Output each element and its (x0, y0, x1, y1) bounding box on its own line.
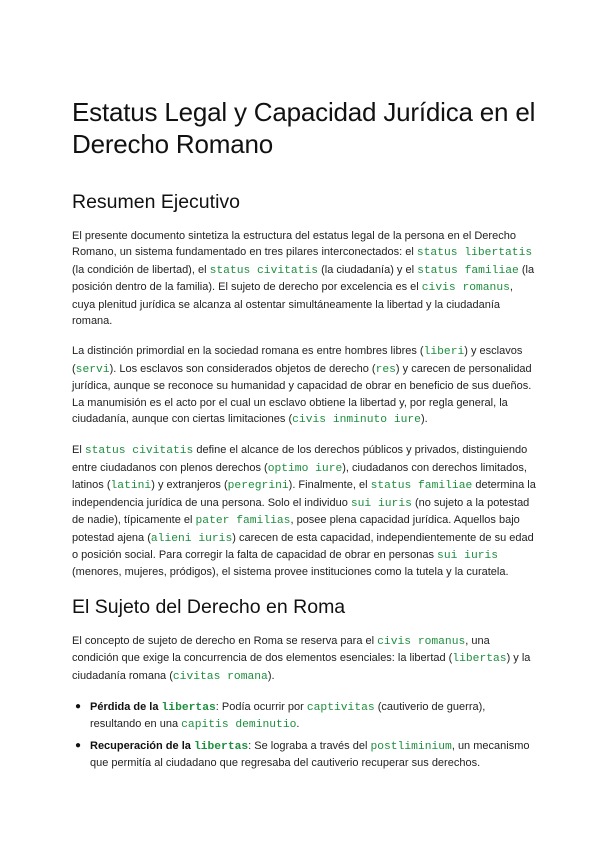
text-run: ) y esclavos ( (72, 345, 523, 375)
text-run: El (72, 444, 85, 457)
inline-code: servi (75, 363, 110, 376)
inline-code: libertas (161, 701, 216, 714)
inline-code: status libertatis (416, 247, 533, 260)
text-run: . (296, 718, 300, 731)
inline-code: status civitatis (209, 264, 319, 277)
section-sujeto-del-derecho (72, 595, 538, 772)
text-run: (la posición dentro de la familia). El sujeto de derecho por excelencia es el (72, 263, 535, 294)
paragraph (72, 633, 538, 685)
inline-code: civitas romana (172, 670, 268, 683)
document-title: Estatus Legal y Capacidad Jurídica en el Derecho Romano (72, 97, 536, 159)
text-run: ) y extranjeros ( (151, 479, 228, 492)
list-item (75, 699, 538, 734)
inline-code: sui iuris (350, 497, 412, 510)
text-run: ). (267, 669, 275, 682)
text-run: (la ciudadanía) y el (318, 263, 418, 276)
inline-code: status familiae (370, 480, 473, 493)
text-run: : Se lograba a través del (248, 739, 371, 752)
inline-code: libertas (193, 740, 249, 753)
text-run: (la condición de libertad), el (72, 263, 210, 276)
bullet-list (72, 699, 538, 772)
paragraph (72, 343, 538, 428)
text-run: : Podía ocurrir por (215, 700, 307, 713)
inline-code: sui iuris (437, 549, 499, 562)
inline-code: status familiae (417, 264, 519, 277)
text-run: ) y la ciudadanía romana ( (72, 652, 531, 682)
text-run: , cuya plenitud jurídica se alcanza al ostentar simultáneamente la libertad y la ciudadanía romana. (72, 281, 513, 328)
inline-code: captivitas (306, 701, 375, 714)
inline-code: capitis deminutio (181, 719, 297, 732)
text-run: determina la independencia jurídica de una persona. Solo el individuo (72, 479, 536, 509)
inline-code: alieni iuris (150, 532, 233, 545)
inline-code: postliminium (370, 740, 452, 753)
paragraph (72, 228, 538, 329)
inline-code: status civitatis (84, 445, 194, 458)
inline-code: libertas (452, 653, 507, 666)
inline-code: peregrini (227, 480, 289, 493)
text-run: (no sujeto a la potestad de nadie), típicamente el (72, 496, 530, 527)
inline-code: pater familias (195, 515, 291, 528)
text-run: ) carecen de esta capacidad, independientemente de su edad o posición social. Para corregir la falta de capacidad de obrar en personas (72, 531, 534, 561)
text-run: , una condición que exige la concurrencia de dos elementos esenciales: la libertad ( (72, 634, 490, 665)
inline-code: liberi (423, 346, 465, 359)
inline-code: latini (110, 480, 152, 493)
text-run: , un mecanismo que permitía al ciudadano que regresaba del cautiverio recuperar sus derechos. (90, 739, 530, 770)
text-run: La distinción primordial en la sociedad romana es entre hombres libres ( (72, 345, 424, 358)
bullet-icon: ● (75, 700, 82, 712)
text-run: ). Finalmente, el (288, 479, 371, 492)
inline-code: optimo iure (267, 462, 343, 475)
text-run: (menores, mujeres, pródigos), el sistema provee instituciones como la tutela y la curatela. (72, 566, 509, 579)
text-run: , posee plena capacidad jurídica. Aquellos bajo potestad ajena ( (72, 514, 520, 544)
inline-code: civis romanus (421, 282, 510, 295)
list-item-lead: Pérdida de la (90, 700, 162, 713)
document-page (72, 96, 538, 776)
text-run: ), ciudadanos con derechos limitados, latinos ( (72, 461, 527, 492)
text-run: ). (420, 413, 428, 426)
inline-code: res (375, 363, 396, 376)
text-run: (cautiverio de guerra), resultando en una (90, 700, 486, 731)
section-resumen-ejecutivo (72, 190, 538, 581)
section-heading: El Sujeto del Derecho en Roma (72, 595, 346, 618)
inline-code: civis inminuto iure (292, 414, 421, 427)
text-run: define el alcance de los derechos públicos y privados, distinguiendo entre ciudadanos con plenos derechos ( (72, 444, 528, 474)
list-item-lead: Recuperación de la (90, 739, 194, 752)
inline-code: civis romanus (377, 635, 466, 648)
section-heading: Resumen Ejecutivo (72, 191, 240, 213)
text-run: El concepto de sujeto de derecho en Roma se reserva para el (72, 634, 378, 647)
text-run: ). Los esclavos son considerados objetos de derecho ( (109, 362, 376, 375)
bullet-icon: ● (75, 739, 82, 751)
paragraph (72, 442, 538, 580)
list-item (75, 738, 538, 772)
text-run: El presente documento sintetiza la estructura del estatus legal de la persona en el Derecho Romano, un sistema fundamentado en tres pilares interconectados: el (72, 230, 516, 259)
text-run: ) y carecen de personalidad jurídica, aunque se reconoce su humanidad y capacidad de obrar en beneficio de sus dueños. La manumisión es el acto por el cual un esclavo obtiene la libertad y, por regla general, la ciudadanía, aunque con ciertas limitaciones ( (72, 362, 532, 426)
